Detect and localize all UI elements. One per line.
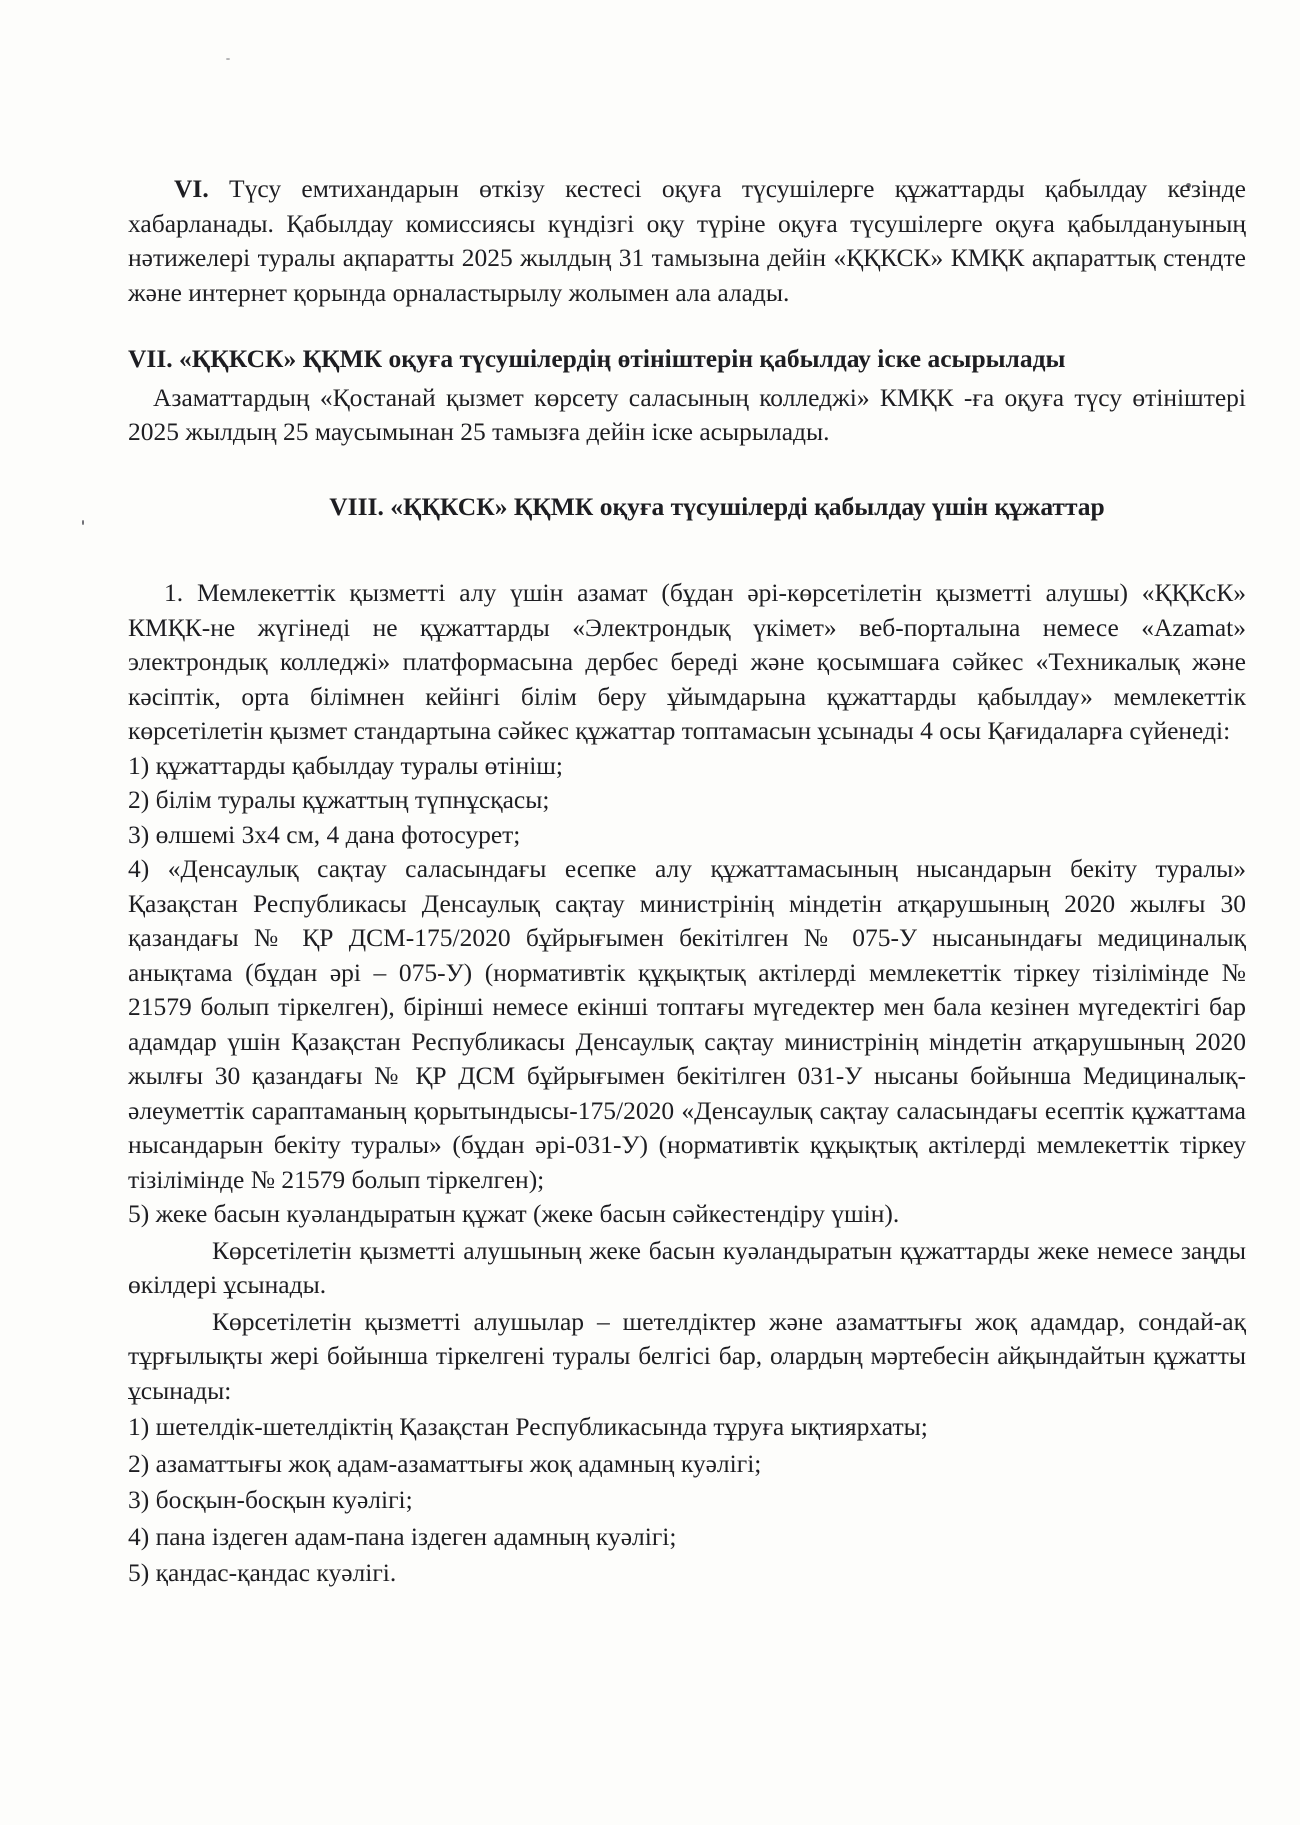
foreigners-paragraph: Көрсетілетін қызметті алушылар – шетелдіктер және азаматтығы жоқ адамдар, сондай-ақ тұрғылықты жері бойынша тіркелгені туралы белгісі бар, олардың мәртебесін айқындайтын құжатты ұсынады: — [128, 1306, 1246, 1405]
scan-speck — [82, 520, 84, 525]
section-viii-heading: VIII. «ҚҚКСК» ҚҚМК оқуға түсушілерді қабылдау үшін құжаттар — [329, 491, 1105, 521]
scan-speck — [226, 58, 230, 60]
status-doc-item: 4) пана іздеген адам-пана іздеген адамның куәлігі; — [128, 1521, 677, 1551]
required-doc-item: 3) өлшемі 3х4 см, 4 дана фотосурет; — [128, 819, 521, 849]
required-doc-item: 4) «Денсаулық сақтау саласындағы есепке алу құжаттамасының нысандарын бекіту туралы» Қазақстан Республикасы Денсаулық сақтау министрінің міндетін атқарушының 2020 жылғы 30 қазандағы № ҚР ДСМ-175/2020 бұйрығымен бекітілген № 075-У нысанындағы медициналық анықтама (бұдан әрі – 075-У) (нормативтік құқықтық актілерді мемлекеттік тіркеу тізілімінде № 21579 болып тіркелген), бірінші немесе екінші топтағы мүгедектер мен бала кезінен мүгедектігі бар адамдар үшін Қазақстан Республикасы Денсаулық сақтау министрінің міндетін атқарушының 2020 жылғы 30 қазандағы № ҚР ДСМ бұйрығымен бекітілген 031-У нысаны бойынша Медициналық-әлеуметтік сараптаманың қорытындысы-175/2020 «Денсаулық сақтау саласындағы есептік құжаттама нысандарын бекіту туралы» (бұдан әрі-031-У) (нормативтік құқықтық актілерді мемлекеттік тіркеу тізілімінде № 21579 болып тіркелген); — [128, 854, 1246, 1194]
status-doc-item: 3) босқын-босқын куәлігі; — [128, 1485, 413, 1514]
status-doc-item: 1) шетелдік-шетелдіктің Қазақстан Республикасында тұруға ықтиярхаты; — [128, 1412, 928, 1441]
section-vi-numeral: VI. — [174, 174, 209, 203]
status-doc-item: 2) азаматтығы жоқ адам-азаматтығы жоқ адамның куәлігі; — [128, 1448, 762, 1478]
section-vii-heading: VII. «ҚҚКСК» ҚҚМК оқуға түсушілердің өтініштерін қабылдау іске асырылады — [128, 344, 1066, 373]
document-body — [128, 172, 1246, 1593]
representatives-paragraph: Көрсетілетін қызметті алушының жеке басын куәландыратын құжаттарды жеке немесе заңды өкілдері ұсынады. — [128, 1235, 1246, 1299]
section-viii-item-1: 1. Мемлекеттік қызметті алу үшін азамат (бұдан әрі-көрсетілетін қызметті алушы) «ҚҚКсК» КМҚК-не жүгінеді не құжаттарды «Электрондық үкімет» веб-порталына немесе «Azamat» электрондық колледжі» платформасына дербес береді және қосымшаға сәйкес «Техникалық және кәсіптік, орта білімнен кейінгі білім беру ұйымдарына құжаттарды қабылдау» мемлекеттік көрсетілетін қызмет стандартына сәйкес құжаттар топтамасын ұсынады 4 осы Қағидаларға сүйенеді: — [128, 578, 1246, 745]
status-doc-item: 5) қандас-қандас куәлігі. — [128, 1558, 397, 1587]
required-doc-item: 5) жеке басын куәландыратын құжат (жеке басын сәйкестендіру үшін). — [128, 1199, 900, 1228]
section-vi-paragraph — [128, 172, 1246, 310]
section-vi-text: Түсу емтихандарын өткізу кестесі оқуға түсушілерге құжаттарды қабылдау кезінде хабарланады. Қабылдау комиссиясы күндізгі оқу түріне оқуға түсушілерге оқуға қабылдануының нәтижелері туралы ақпаратты 2025 жылдың 31 тамызына дейін «ҚҚКСК» КМҚК ақпараттық стендте және интернет қорында орналастырылу жолымен ала алады. — [128, 174, 1246, 307]
required-doc-item: 2) білім туралы құжаттың түпнұсқасы; — [128, 785, 550, 814]
section-vii-text: Азаматтардың «Қостанай қызмет көрсету саласының колледжі» КМҚК -ға оқуға түсу өтініштері 2025 жылдың 25 маусымынан 25 тамызға дейін іске асырылады. — [128, 382, 1246, 446]
required-doc-item: 1) құжаттарды қабылдау туралы өтініш; — [128, 750, 564, 780]
